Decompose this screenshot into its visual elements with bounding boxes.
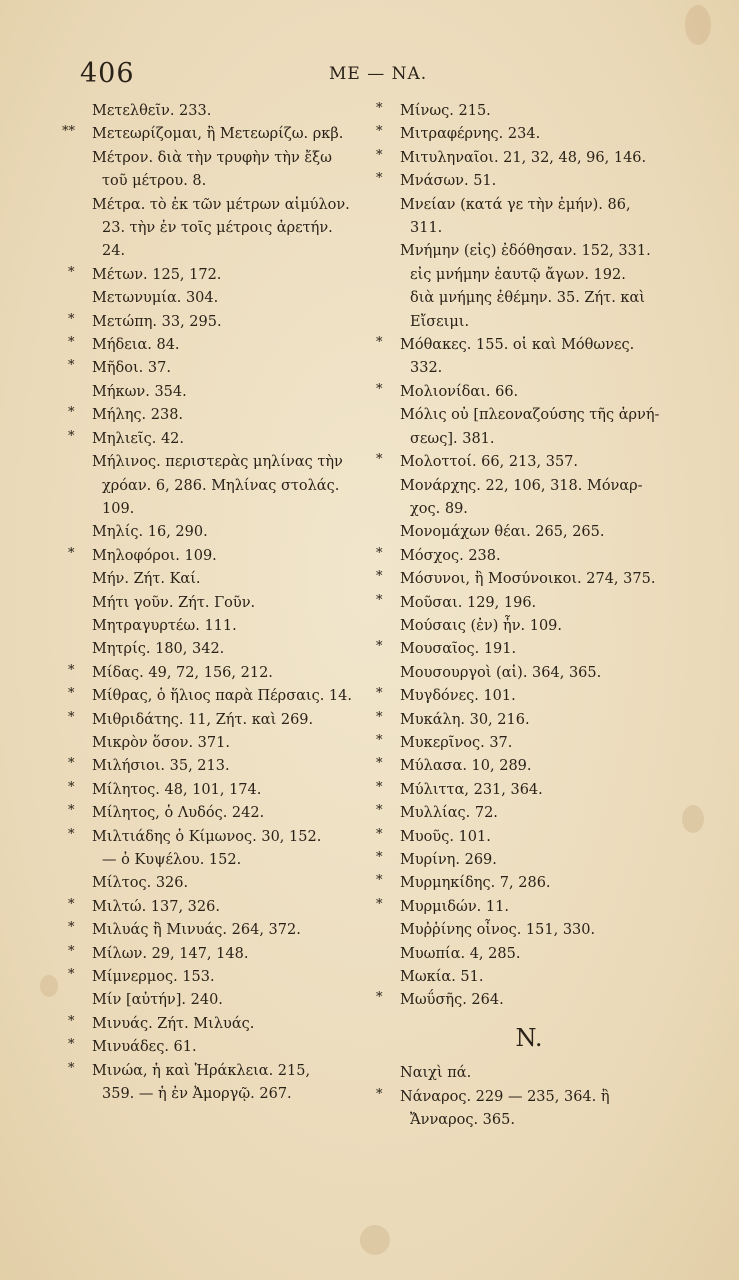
index-entry bbox=[376, 170, 688, 193]
entry-continuation-line: 332. bbox=[410, 360, 443, 377]
entry-headword-line: Μήν. Ζήτ. Καί. bbox=[92, 571, 201, 588]
asterisk-mark: * bbox=[376, 709, 383, 725]
entry-continuation-line: διὰ μνήμης ἐθέμην. 35. Ζήτ. καὶ bbox=[410, 290, 645, 307]
asterisk-mark: * bbox=[376, 803, 383, 819]
asterisk-mark: * bbox=[68, 686, 75, 702]
index-entry bbox=[80, 381, 380, 404]
index-entry bbox=[388, 662, 688, 685]
asterisk-mark: ** bbox=[62, 124, 75, 140]
index-column-left bbox=[62, 100, 380, 1106]
entry-headword-line: Μιτραφέρνης. 234. bbox=[400, 126, 541, 143]
index-entry bbox=[68, 685, 380, 708]
asterisk-mark: * bbox=[68, 405, 75, 421]
asterisk-mark: * bbox=[376, 545, 383, 561]
index-entry bbox=[68, 826, 380, 873]
entry-headword-line: Μήκων. 354. bbox=[92, 383, 187, 400]
entry-headword-line: Μέτων. 125, 172. bbox=[92, 266, 222, 283]
index-entry bbox=[376, 872, 688, 895]
index-entry bbox=[68, 428, 380, 451]
entry-headword-line: Μόσυνοι, ἢ Μοσύνοικοι. 274, 375. bbox=[400, 571, 656, 588]
entry-headword-line: Μήτι γοῦν. Ζήτ. Γοῦν. bbox=[92, 594, 256, 611]
asterisk-mark: * bbox=[68, 709, 75, 725]
asterisk-mark: * bbox=[376, 381, 383, 397]
entry-headword-line: Μητρίς. 180, 342. bbox=[92, 641, 225, 658]
entry-headword-line: Μετώπη. 33, 295. bbox=[92, 313, 222, 330]
entry-headword-line: Μικρὸν ὅσον. 371. bbox=[92, 734, 230, 751]
index-entry bbox=[68, 802, 380, 825]
entry-headword-line: Μοῦσαι. 129, 196. bbox=[400, 594, 537, 611]
index-entry bbox=[62, 123, 380, 146]
entry-headword-line: Μωΰσῆς. 264. bbox=[400, 992, 504, 1009]
entry-headword-line: Μίδας. 49, 72, 156, 212. bbox=[92, 664, 273, 681]
index-entry bbox=[68, 404, 380, 427]
paper-stain bbox=[40, 975, 58, 997]
asterisk-mark: * bbox=[376, 826, 383, 842]
asterisk-mark: * bbox=[376, 147, 383, 163]
paper-stain bbox=[360, 1225, 390, 1255]
index-entry bbox=[376, 1086, 688, 1133]
index-entry bbox=[80, 287, 380, 310]
entry-headword-line: Μινυάς. Ζήτ. Μιλυάς. bbox=[92, 1015, 255, 1032]
entry-headword-line: Μόσχος. 238. bbox=[400, 547, 501, 564]
entry-headword-line: Μυρμηκίδης. 7, 286. bbox=[400, 875, 551, 892]
entry-continuation-line: εἰς μνήμην ἑαυτῷ ἄγων. 192. bbox=[410, 266, 626, 283]
entry-continuation-line: 359. — ἡ ἐν Ἀμοργῷ. 267. bbox=[102, 1086, 292, 1103]
entry-continuation-line: σεως]. 381. bbox=[410, 430, 495, 447]
index-entry bbox=[68, 264, 380, 287]
entry-headword-line: Μυγδόνες. 101. bbox=[400, 688, 516, 705]
entry-headword-line: Μολοττοί. 66, 213, 357. bbox=[400, 454, 579, 471]
index-entry bbox=[388, 943, 688, 966]
entry-headword-line: Μυκερῖνος. 37. bbox=[400, 734, 513, 751]
entry-headword-line: Μυλλίας. 72. bbox=[400, 805, 498, 822]
entry-continuation-line: 109. bbox=[102, 500, 135, 517]
index-entry bbox=[80, 147, 380, 194]
entry-headword-line: Μιλτώ. 137, 326. bbox=[92, 898, 220, 915]
asterisk-mark: * bbox=[68, 264, 75, 280]
entry-headword-line: Μετεωρίζομαι, ἢ Μετεωρίζω. ρκβ. bbox=[92, 126, 344, 143]
asterisk-mark: * bbox=[68, 1037, 75, 1053]
index-entry bbox=[388, 404, 688, 451]
entry-headword-line: Μόθακες. 155. οἱ καὶ Μόθωνες. bbox=[400, 337, 635, 354]
asterisk-mark: * bbox=[376, 639, 383, 655]
entry-headword-line: Μιλήσιοι. 35, 213. bbox=[92, 758, 230, 775]
entry-headword-line: Μινώα, ἡ καὶ Ἡράκλεια. 215, bbox=[92, 1062, 311, 1079]
index-entry bbox=[376, 592, 688, 615]
asterisk-mark: * bbox=[376, 732, 383, 748]
asterisk-mark: * bbox=[68, 428, 75, 444]
index-entry bbox=[376, 732, 688, 755]
index-entry bbox=[376, 147, 688, 170]
index-entry bbox=[68, 966, 380, 989]
entry-headword-line: Μούσαις (ἐν) ἦν. 109. bbox=[400, 617, 563, 634]
entry-headword-line: Μυρίνη. 269. bbox=[400, 852, 497, 868]
asterisk-mark: * bbox=[68, 545, 75, 561]
asterisk-mark: * bbox=[68, 920, 75, 936]
entry-headword-line: Μηλιεῖς. 42. bbox=[92, 430, 185, 447]
asterisk-mark: * bbox=[376, 850, 383, 865]
index-entry bbox=[376, 709, 688, 732]
index-entry bbox=[376, 100, 688, 123]
entry-continuation-line: χος. 89. bbox=[410, 500, 468, 517]
entry-continuation-line: χρόαν. 6, 286. Μηλίνας στολάς. bbox=[102, 477, 340, 494]
entry-headword-line: Μιλτιάδης ὁ Κίμωνος. 30, 152. bbox=[92, 828, 322, 845]
index-entry bbox=[376, 638, 688, 661]
entry-headword-line: Μύλασα. 10, 289. bbox=[400, 758, 532, 775]
index-entry bbox=[376, 545, 688, 568]
index-entry bbox=[80, 592, 380, 615]
index-entry bbox=[376, 896, 688, 919]
asterisk-mark: * bbox=[68, 896, 75, 912]
entry-headword-line: Μίνως. 215. bbox=[400, 103, 491, 119]
asterisk-mark: * bbox=[376, 335, 383, 351]
index-entry bbox=[388, 615, 688, 638]
asterisk-mark: * bbox=[68, 662, 75, 678]
index-entry bbox=[80, 615, 380, 638]
entry-headword-line: Μιτυληναῖοι. 21, 32, 48, 96, 146. bbox=[400, 149, 647, 166]
entry-continuation-line: Εἴσειμι. bbox=[410, 313, 470, 330]
index-entry bbox=[388, 919, 688, 942]
index-entry bbox=[68, 919, 380, 942]
entry-headword-line: Μίλητος, ὁ Λυδός. 242. bbox=[92, 805, 265, 822]
index-entry bbox=[376, 849, 688, 872]
entry-continuation-line: 24. bbox=[102, 243, 126, 260]
entry-headword-line: Μονομάχων θέαι. 265, 265. bbox=[400, 524, 605, 541]
entry-headword-line: Μηλίς. 16, 290. bbox=[92, 524, 208, 541]
index-entry bbox=[68, 709, 380, 732]
entry-headword-line: Μνάσων. 51. bbox=[400, 173, 497, 190]
entry-headword-line: Μόλις οὐ [πλεοναζούσης τῆς ἀρνή- bbox=[400, 407, 660, 424]
paper-stain bbox=[685, 5, 711, 45]
asterisk-mark: * bbox=[376, 452, 383, 468]
entry-headword-line: Μυῤῥίνης οἶνος. 151, 330. bbox=[400, 922, 596, 939]
asterisk-mark: * bbox=[68, 1060, 75, 1076]
index-entry bbox=[388, 240, 688, 334]
entry-headword-line: Νάναρος. 229 — 235, 364. ἢ bbox=[400, 1088, 610, 1105]
index-entry bbox=[376, 989, 688, 1012]
asterisk-mark: * bbox=[68, 826, 75, 842]
entry-headword-line: Μονάρχης. 22, 106, 318. Μόναρ- bbox=[400, 477, 643, 494]
asterisk-mark: * bbox=[376, 990, 383, 1006]
entry-headword-line: Μολιονίδαι. 66. bbox=[400, 383, 519, 400]
entry-headword-line: Μίν [αὐτήν]. 240. bbox=[92, 992, 223, 1009]
entry-continuation-line: Ἄνναρος. 365. bbox=[410, 1112, 515, 1129]
index-entry bbox=[376, 334, 688, 381]
asterisk-mark: * bbox=[376, 569, 383, 585]
index-entry bbox=[80, 100, 380, 123]
index-entry bbox=[388, 521, 688, 544]
asterisk-mark: * bbox=[376, 101, 383, 116]
index-entry bbox=[68, 779, 380, 802]
entry-continuation-line: 311. bbox=[410, 220, 443, 237]
index-entry bbox=[376, 381, 688, 404]
entry-headword-line: Μουσαῖος. 191. bbox=[400, 641, 517, 658]
index-entry bbox=[376, 755, 688, 778]
index-entry bbox=[376, 451, 688, 474]
asterisk-mark: * bbox=[68, 967, 75, 983]
entry-headword-line: Μνείαν (κατά γε τὴν ἐμήν). 86, bbox=[400, 196, 631, 213]
entry-headword-line: Μετωνυμία. 304. bbox=[92, 290, 219, 307]
entry-headword-line: Μήδεια. 84. bbox=[92, 337, 180, 354]
entry-headword-line: Μῆδοι. 37. bbox=[92, 360, 171, 377]
entry-headword-line: Μουσουργοὶ (αἱ). 364, 365. bbox=[400, 664, 602, 681]
index-entry bbox=[68, 943, 380, 966]
index-entry bbox=[68, 545, 380, 568]
index-entry bbox=[68, 662, 380, 685]
entry-headword-line: Μίλτος. 326. bbox=[92, 875, 189, 892]
asterisk-mark: * bbox=[68, 358, 75, 374]
index-entry bbox=[68, 755, 380, 778]
asterisk-mark: * bbox=[376, 592, 383, 608]
entry-headword-line: Μύλιττα, 231, 364. bbox=[400, 781, 543, 798]
entry-headword-line: Μυωπία. 4, 285. bbox=[400, 945, 521, 962]
index-entry bbox=[376, 568, 688, 591]
asterisk-mark: * bbox=[68, 1013, 75, 1029]
entry-headword-line: Μιθριδάτης. 11, Ζήτ. καὶ 269. bbox=[92, 711, 314, 728]
entry-headword-line: Μήλης. 238. bbox=[92, 407, 184, 424]
page-number: 406 bbox=[80, 58, 135, 89]
entry-headword-line: Μήλινος. περιστερὰς μηλίνας τὴν bbox=[92, 454, 343, 471]
asterisk-mark: * bbox=[376, 1086, 383, 1102]
index-entry bbox=[376, 123, 688, 146]
entry-headword-line: Μέτρα. τὸ ἐκ τῶν μέτρων αἱμύλον. bbox=[92, 196, 350, 213]
entry-headword-line: Μιλυάς ἢ Μινυάς. 264, 372. bbox=[92, 922, 301, 939]
entry-headword-line: Μίθρας, ὁ ἥλιος παρὰ Πέρσαις. 14. bbox=[92, 688, 352, 705]
entry-headword-line: Μέτρον. διὰ τὴν τρυφὴν τὴν ἔξω bbox=[92, 149, 332, 166]
section-letter: N. bbox=[515, 1023, 543, 1052]
index-entry bbox=[80, 732, 380, 755]
right-entries bbox=[376, 100, 688, 1013]
asterisk-mark: * bbox=[376, 779, 383, 795]
entry-headword-line: Μίλητος. 48, 101, 174. bbox=[92, 781, 262, 798]
index-entry bbox=[68, 1060, 380, 1107]
entry-continuation-line: 23. τὴν ἐν τοῖς μέτροις ἀρετήν. bbox=[102, 220, 333, 237]
entry-continuation-line: — ὁ Κυψέλου. 152. bbox=[102, 852, 242, 868]
entry-headword-line: Μίλων. 29, 147, 148. bbox=[92, 945, 249, 962]
entry-headword-line: Μίμνερμος. 153. bbox=[92, 969, 215, 986]
asterisk-mark: * bbox=[68, 311, 75, 327]
asterisk-mark: * bbox=[376, 124, 383, 140]
entry-headword-line: Μωκία. 51. bbox=[400, 969, 484, 986]
index-entry bbox=[80, 521, 380, 544]
asterisk-mark: * bbox=[68, 943, 75, 959]
asterisk-mark: * bbox=[376, 896, 383, 912]
asterisk-mark: * bbox=[68, 335, 75, 351]
entry-headword-line: Μνήμην (εἰς) ἐδόθησαν. 152, 331. bbox=[400, 243, 651, 260]
index-entry bbox=[68, 311, 380, 334]
entry-headword-line: Μινυάδες. 61. bbox=[92, 1039, 197, 1056]
entry-headword-line: Μυκάλη. 30, 216. bbox=[400, 711, 530, 728]
entry-headword-line: Μυρμιδών. 11. bbox=[400, 898, 509, 915]
index-entry bbox=[80, 989, 380, 1012]
index-entry bbox=[388, 194, 688, 241]
index-entry bbox=[388, 475, 688, 522]
entry-headword-line: Μητραγυρτέω. 111. bbox=[92, 617, 237, 634]
index-entry bbox=[68, 334, 380, 357]
asterisk-mark: * bbox=[68, 779, 75, 795]
entry-continuation-line: τοῦ μέτρου. 8. bbox=[102, 173, 207, 190]
asterisk-mark: * bbox=[68, 756, 75, 772]
index-entry bbox=[68, 1013, 380, 1036]
index-entry bbox=[80, 638, 380, 661]
index-entry bbox=[376, 826, 688, 849]
running-head: ME — NA. bbox=[329, 64, 428, 84]
index-entry bbox=[80, 872, 380, 895]
right-entries-n bbox=[376, 1062, 688, 1132]
index-entry bbox=[388, 1062, 688, 1085]
entry-headword-line: Ναιχὶ πά. bbox=[400, 1065, 472, 1082]
index-entry bbox=[68, 1036, 380, 1059]
index-entry bbox=[376, 779, 688, 802]
index-entry bbox=[80, 568, 380, 591]
entry-headword-line: Μετελθεῖν. 233. bbox=[92, 103, 212, 119]
entry-headword-line: Μυοῦς. 101. bbox=[400, 828, 491, 845]
index-entry bbox=[68, 896, 380, 919]
index-entry bbox=[376, 802, 688, 825]
index-entry bbox=[376, 685, 688, 708]
asterisk-mark: * bbox=[376, 171, 383, 187]
index-entry bbox=[80, 194, 380, 264]
asterisk-mark: * bbox=[376, 756, 383, 772]
entry-headword-line: Μηλοφόροι. 109. bbox=[92, 547, 217, 564]
index-entry bbox=[388, 966, 688, 989]
index-column-right bbox=[376, 100, 688, 1132]
asterisk-mark: * bbox=[68, 803, 75, 819]
index-entry bbox=[80, 451, 380, 521]
index-entry bbox=[68, 357, 380, 380]
asterisk-mark: * bbox=[376, 686, 383, 702]
asterisk-mark: * bbox=[376, 873, 383, 889]
